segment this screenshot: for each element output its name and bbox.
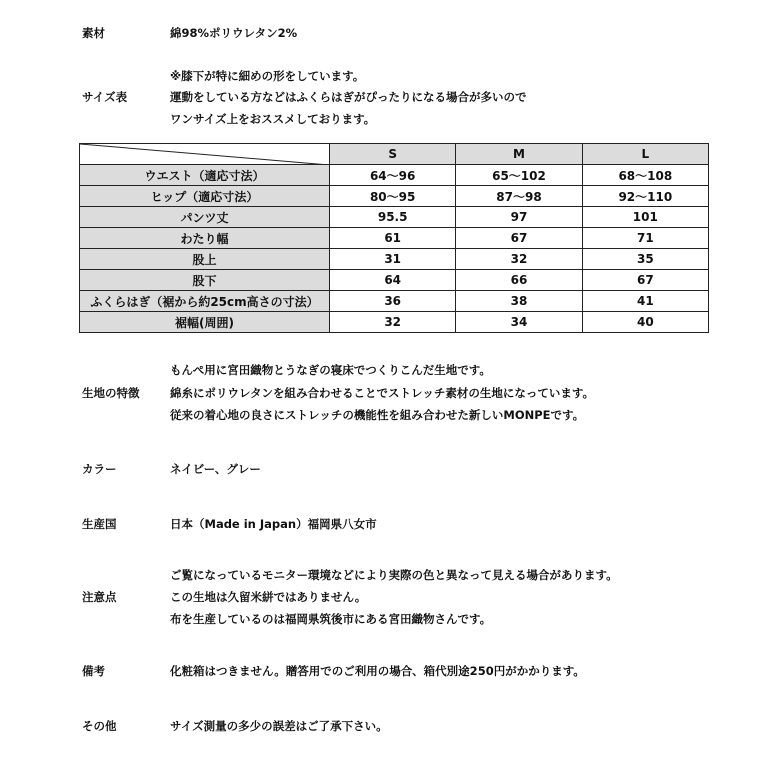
row-label: 股下 xyxy=(80,270,330,291)
caution-line-2: この生地は久留米絣ではありません。 xyxy=(170,590,367,604)
table-cell: 32 xyxy=(456,249,582,270)
table-cell: 64〜96 xyxy=(330,165,456,186)
table-cell: 35 xyxy=(582,249,708,270)
remarks-value: 化粧箱はつきません。贈答用でのご利用の場合、箱代別途250円がかかります。 xyxy=(170,664,585,678)
other-value: サイズ測量の多少の誤差はご了承下さい。 xyxy=(170,719,388,733)
table-cell: 32 xyxy=(330,312,456,333)
column-header-s: S xyxy=(330,144,456,165)
diagonal-line xyxy=(80,144,329,165)
table-cell: 34 xyxy=(456,312,582,333)
table-row xyxy=(80,207,709,228)
material-value: 綿98%ポリウレタン2% xyxy=(170,26,298,40)
material-label: 素材 xyxy=(82,26,105,40)
table-cell: 31 xyxy=(330,249,456,270)
remarks-label: 備考 xyxy=(82,664,105,678)
table-row xyxy=(80,228,709,249)
caution-label: 注意点 xyxy=(82,590,117,604)
origin-label: 生産国 xyxy=(82,517,117,531)
table-cell: 36 xyxy=(330,291,456,312)
caution-line-3: 布を生産しているのは福岡県筑後市にある宮田織物さんです。 xyxy=(170,612,492,626)
row-label: ふくらはぎ（裾から約25cm高さの寸法） xyxy=(80,291,330,312)
table-cell: 67 xyxy=(456,228,582,249)
table-cell: 38 xyxy=(456,291,582,312)
color-value: ネイビー、グレー xyxy=(170,462,261,476)
other-label: その他 xyxy=(82,719,117,733)
table-cell: 97 xyxy=(456,207,582,228)
table-corner-cell xyxy=(80,144,330,165)
table-cell: 80〜95 xyxy=(330,186,456,207)
table-cell: 64 xyxy=(330,270,456,291)
caution-line-1: ご覧になっているモニター環境などにより実際の色と異なって見える場合があります。 xyxy=(170,568,618,582)
table-row xyxy=(80,249,709,270)
table-cell: 71 xyxy=(582,228,708,249)
row-label: 股上 xyxy=(80,249,330,270)
table-row xyxy=(80,186,709,207)
color-label: カラー xyxy=(82,462,117,476)
table-row xyxy=(80,270,709,291)
fabric-line-3: 従来の着心地の良さにストレッチの機能性を組み合わせた新しいMONPEです。 xyxy=(170,408,585,422)
size-note-1: ※膝下が特に細めの形をしています。 xyxy=(170,69,365,83)
row-label: ヒップ（適応寸法） xyxy=(80,186,330,207)
table-cell: 101 xyxy=(582,207,708,228)
column-header-m: M xyxy=(456,144,582,165)
table-cell: 41 xyxy=(582,291,708,312)
table-cell: 92〜110 xyxy=(582,186,708,207)
row-label: パンツ丈 xyxy=(80,207,330,228)
table-row xyxy=(80,312,709,333)
size-table xyxy=(79,143,709,333)
row-label: 裾幅(周囲) xyxy=(80,312,330,333)
table-cell: 66 xyxy=(456,270,582,291)
column-header-l: L xyxy=(582,144,708,165)
size-label: サイズ表 xyxy=(82,90,128,104)
size-note-2: 運動をしている方などはふくらはぎがぴったりになる場合が多いので xyxy=(170,90,527,104)
size-table-header xyxy=(80,144,709,165)
size-note-3: ワンサイズ上をおススメしております。 xyxy=(170,112,376,126)
table-cell: 40 xyxy=(582,312,708,333)
origin-value: 日本（Made in Japan）福岡県八女市 xyxy=(170,517,377,531)
fabric-label: 生地の特徴 xyxy=(82,386,140,400)
row-label: わたり幅 xyxy=(80,228,330,249)
table-cell: 95.5 xyxy=(330,207,456,228)
table-cell: 87〜98 xyxy=(456,186,582,207)
table-cell: 65〜102 xyxy=(456,165,582,186)
table-cell: 68〜108 xyxy=(582,165,708,186)
table-cell: 61 xyxy=(330,228,456,249)
table-row xyxy=(80,165,709,186)
fabric-line-1: もんぺ用に宮田織物とうなぎの寝床でつくりこんだ生地です。 xyxy=(170,363,491,377)
fabric-line-2: 綿糸にポリウレタンを組み合わせることでストレッチ素材の生地になっています。 xyxy=(170,386,595,400)
table-row xyxy=(80,291,709,312)
table-cell: 67 xyxy=(582,270,708,291)
row-label: ウエスト（適応寸法） xyxy=(80,165,330,186)
